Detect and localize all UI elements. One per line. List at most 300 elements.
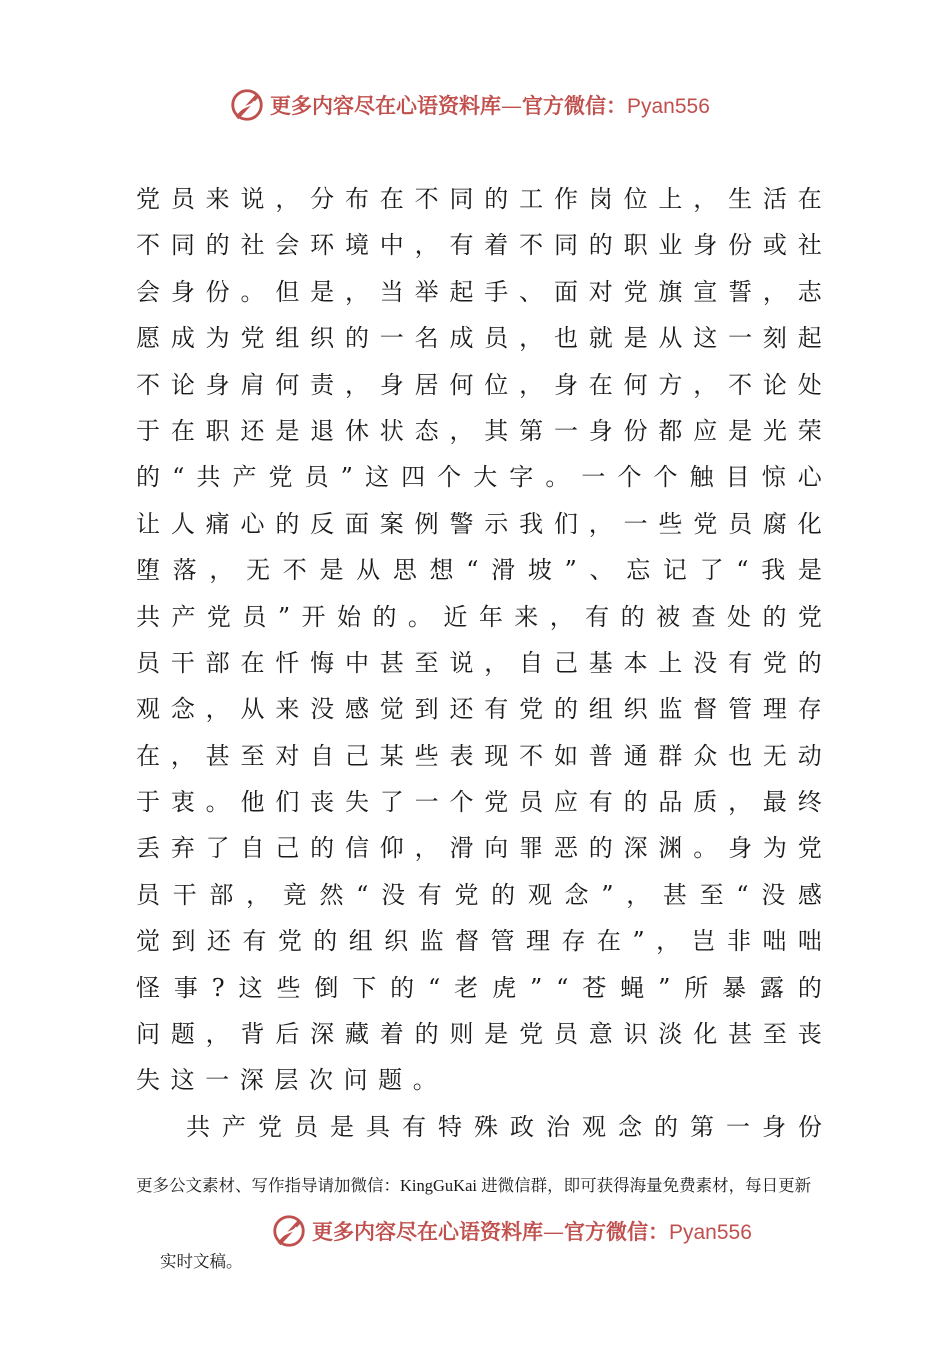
body-char: 念: [618, 1112, 642, 1141]
body-char: 论: [762, 370, 787, 399]
body-char: 例: [414, 509, 439, 538]
body-char: 党: [277, 927, 302, 956]
body-line: [136, 872, 822, 918]
body-char: 衷: [170, 788, 195, 817]
body-char: 的: [588, 834, 613, 863]
body-char: 。: [407, 602, 432, 631]
body-char: 居: [414, 370, 439, 399]
body-line: [136, 315, 822, 361]
body-char: 第: [519, 416, 544, 445]
body-char: 责: [310, 370, 335, 399]
body-char: 何: [449, 370, 474, 399]
body-char: 论: [170, 370, 195, 399]
body-char: 会: [275, 231, 300, 260]
body-char: 信: [344, 834, 369, 863]
body-char: 化: [693, 1020, 718, 1049]
body-char: 从: [356, 556, 381, 585]
body-char: 具: [366, 1112, 390, 1141]
body-char: 中: [344, 648, 369, 677]
body-char: 至: [699, 880, 724, 909]
body-char: 还: [240, 416, 265, 445]
body-char: 咄: [762, 927, 787, 956]
body-char: 是: [330, 1112, 354, 1141]
body-char: 意: [588, 1020, 613, 1049]
body-char: 观: [527, 880, 552, 909]
body-char: 这: [170, 1066, 195, 1095]
body-char: 人: [170, 509, 195, 538]
body-char: 特: [438, 1112, 462, 1141]
body-char: 的: [553, 695, 578, 724]
body-char: 身: [170, 277, 195, 306]
body-char: ，: [693, 185, 718, 213]
body-char: 虎: [492, 973, 517, 1002]
body-char: 员: [242, 602, 267, 631]
body-char: 咄: [797, 927, 822, 956]
body-char: 无: [246, 556, 271, 585]
body-char: 织: [623, 695, 648, 724]
body-char: 这: [238, 973, 263, 1002]
body-char: ，: [588, 509, 613, 538]
body-char: 督: [693, 695, 718, 724]
body-char: 下: [352, 973, 377, 1002]
body-char: 了: [205, 834, 230, 863]
body-line: [136, 501, 822, 547]
body-char: 治: [546, 1112, 570, 1141]
body-char: 没: [693, 648, 718, 677]
body-char: 后: [275, 1020, 300, 1049]
body-char: 大: [473, 463, 498, 492]
body-char: 党: [484, 788, 509, 817]
body-char: 愿: [136, 324, 160, 353]
body-char: 不: [519, 231, 544, 260]
body-char: 在: [596, 927, 621, 956]
body-char: ，: [205, 1020, 230, 1049]
body-char: 有: [402, 1112, 426, 1141]
body-char: 方: [658, 370, 683, 399]
body-char: 党: [268, 463, 293, 492]
body-line: [136, 965, 822, 1011]
body-char: 这: [365, 463, 389, 492]
body-char: 组: [348, 927, 373, 956]
body-char: ，: [728, 788, 753, 817]
body-char: 手: [484, 277, 509, 306]
body-char: 一: [581, 463, 606, 492]
body-char: 份: [623, 416, 648, 445]
body-char: 观: [582, 1112, 606, 1141]
body-char: 员: [519, 788, 544, 817]
body-char: 第: [690, 1112, 714, 1141]
body-char: 表: [449, 741, 474, 770]
body-char: 就: [588, 324, 613, 353]
body-char: 己: [553, 648, 578, 677]
body-char: 露: [760, 973, 785, 1002]
body-char: 部: [205, 648, 230, 677]
body-char: 非: [726, 927, 751, 956]
body-char: 从: [240, 695, 265, 724]
body-char: 的: [797, 973, 822, 1002]
body-char: 共: [196, 463, 221, 492]
body-char: ，: [449, 416, 474, 445]
body-char: 党: [797, 834, 822, 863]
body-char: ，: [626, 880, 651, 909]
banner-wechat-id: Pyan556: [669, 1221, 752, 1244]
body-char: 份: [798, 1112, 822, 1141]
body-char: ”: [658, 973, 671, 1002]
body-char: 宣: [693, 277, 718, 306]
body-char: 堕: [136, 556, 160, 585]
body-line: [136, 362, 822, 408]
body-char: 态: [414, 416, 439, 445]
body-char: 来: [275, 695, 300, 724]
body-char: ”: [277, 602, 291, 631]
body-char: 起: [449, 277, 474, 306]
body-char: 共: [186, 1112, 210, 1141]
body-char: 有: [588, 788, 613, 817]
body-char: 失: [344, 788, 369, 817]
body-char: 深: [310, 1020, 335, 1049]
body-char: 存: [561, 927, 586, 956]
body-char: 到: [414, 695, 439, 724]
body-char: 众: [693, 741, 718, 770]
body-char: 们: [553, 509, 578, 538]
body-char: 没: [310, 695, 335, 724]
body-char: 志: [797, 277, 822, 306]
body-char: 说: [449, 648, 474, 677]
body-char: 状: [379, 416, 404, 445]
body-line: [136, 1104, 822, 1150]
body-char: 于: [136, 788, 160, 817]
body-char: 群: [658, 741, 683, 770]
body-char: 个: [437, 463, 462, 492]
body-char: 党: [519, 1020, 544, 1049]
body-char: 的: [414, 1020, 439, 1049]
body-char: 近: [443, 602, 468, 631]
banner-text: [312, 1216, 752, 1246]
body-char: 社: [240, 231, 265, 260]
body-char: 着: [379, 1020, 404, 1049]
body-char: 向: [484, 834, 509, 863]
body-char: 有: [449, 231, 474, 260]
body-char: 当: [379, 277, 404, 306]
body-line: [136, 594, 822, 640]
body-char: 淡: [658, 1020, 683, 1049]
body-char: 有: [242, 927, 267, 956]
body-char: 心: [797, 463, 822, 492]
body-char: ，: [246, 880, 271, 909]
body-char: 一: [414, 788, 439, 817]
body-char: 环: [310, 231, 335, 260]
body-char: 些: [414, 741, 439, 770]
body-char: 始: [337, 602, 361, 631]
body-char: 产: [222, 1112, 246, 1141]
body-line: [136, 779, 822, 825]
body-char: 岗: [588, 185, 613, 213]
body-char: 深: [239, 1066, 264, 1095]
body-char: 痛: [205, 509, 230, 538]
body-char: 反: [310, 509, 335, 538]
body-char: 质: [693, 788, 718, 817]
body-char: 。: [205, 788, 230, 817]
body-char: 罪: [519, 834, 544, 863]
body-char: 的: [205, 231, 230, 260]
body-char: 有: [417, 880, 442, 909]
body-char: ”: [632, 927, 645, 956]
body-char: 如: [553, 741, 578, 770]
body-char: 员: [294, 1112, 318, 1141]
banner-separator: —: [501, 94, 522, 118]
body-char: 党: [136, 185, 160, 213]
body-char: 不: [519, 741, 544, 770]
body-char: 职: [623, 231, 648, 260]
body-char: 荣: [797, 416, 822, 445]
body-char: 也: [728, 741, 753, 770]
body-char: 记: [662, 556, 687, 585]
body-char: 员: [170, 185, 195, 213]
body-line: [136, 1011, 822, 1057]
body-char: 岂: [691, 927, 716, 956]
body-char: 也: [553, 324, 578, 353]
banner-title: 更多内容尽在心语资料库: [270, 93, 501, 118]
body-char: 身: [553, 370, 578, 399]
body-char: 老: [454, 973, 479, 1002]
body-char: 党: [519, 695, 544, 724]
body-char: 是: [310, 277, 335, 306]
body-char: 中: [379, 231, 404, 260]
banner-wechat-id: Pyan556: [627, 95, 710, 118]
body-char: ，: [484, 648, 509, 677]
body-char: 这: [693, 324, 718, 353]
body-char: 觉: [136, 927, 160, 956]
body-char: 应: [553, 788, 578, 817]
body-char: 现: [484, 741, 509, 770]
body-char: 不: [414, 185, 439, 213]
body-char: 成: [170, 324, 195, 353]
body-char: ，: [209, 556, 234, 585]
body-char: 题: [170, 1020, 195, 1049]
body-char: 甚: [662, 880, 687, 909]
body-char: 不: [282, 556, 307, 585]
body-char: 在: [379, 185, 404, 213]
body-char: 的: [654, 1112, 678, 1141]
body-char: 化: [797, 509, 822, 538]
body-char: 同: [170, 231, 195, 260]
body-char: 是: [797, 556, 822, 585]
body-char: 党: [762, 648, 787, 677]
body-char: 他: [240, 788, 265, 817]
body-char: 不: [728, 370, 753, 399]
body-line: [136, 825, 822, 871]
body-char: 监: [419, 927, 444, 956]
body-char: 则: [449, 1020, 474, 1049]
body-char: 在: [588, 370, 613, 399]
body-char: 起: [797, 324, 822, 353]
body-char: 不: [136, 231, 160, 260]
body-char: ”: [601, 880, 614, 909]
body-char: 在: [240, 648, 265, 677]
body-char: 滑: [449, 834, 474, 863]
body-char: 一: [728, 324, 753, 353]
body-char: 恶: [553, 834, 578, 863]
body-char: 党: [623, 277, 648, 306]
body-char: 是: [728, 416, 753, 445]
body-char: 一: [623, 509, 648, 538]
body-char: 来: [205, 185, 230, 213]
body-char: 丧: [310, 788, 335, 817]
body-char: 位: [623, 185, 648, 213]
body-char: 深: [623, 834, 648, 863]
body-char: 一: [726, 1112, 750, 1141]
body-char: 织: [310, 324, 335, 353]
body-char: 失: [136, 1066, 160, 1095]
body-char: 自: [240, 834, 265, 863]
body-char: 感: [344, 695, 369, 724]
body-char: 倒: [314, 973, 339, 1002]
body-char: 会: [136, 277, 160, 306]
body-line: [136, 408, 822, 454]
body-char: 了: [379, 788, 404, 817]
body-char: 苍: [582, 973, 607, 1002]
body-char: 干: [172, 880, 197, 909]
body-char: 至: [414, 648, 439, 677]
body-char: 识: [623, 1020, 648, 1049]
body-char: 面: [344, 509, 369, 538]
body-char: 心: [240, 509, 265, 538]
body-char: 退: [310, 416, 335, 445]
body-char: 的: [310, 834, 335, 863]
body-char: 些: [276, 973, 301, 1002]
body-char: 着: [484, 231, 509, 260]
body-char: ，: [344, 370, 369, 399]
body-char: 从: [658, 324, 683, 353]
body-char: 我: [761, 556, 786, 585]
body-char: 身: [693, 231, 718, 260]
body-char: 蝇: [620, 973, 645, 1002]
body-char: “: [428, 973, 441, 1002]
banner-separator: —: [543, 1220, 564, 1244]
body-char: 查: [691, 602, 716, 631]
body-char: ”: [564, 556, 577, 585]
body-char: 忏: [275, 648, 300, 677]
body-char: 的: [390, 973, 415, 1002]
body-char: 党: [258, 1112, 282, 1141]
body-char: 惊: [761, 463, 786, 492]
body-char: 干: [170, 648, 195, 677]
body-char: 身: [379, 370, 404, 399]
body-char: 是: [319, 556, 344, 585]
body-char: 腐: [762, 509, 787, 538]
body-char: 些: [658, 509, 683, 538]
body-char: 组: [588, 695, 613, 724]
body-char: 还: [206, 927, 231, 956]
body-char: 员: [136, 648, 160, 677]
body-char: 休: [344, 416, 369, 445]
body-char: 监: [658, 695, 683, 724]
body-char: “: [466, 556, 479, 585]
body-char: 念: [564, 880, 589, 909]
body-char: 理: [525, 927, 550, 956]
body-char: 还: [449, 695, 474, 724]
body-char: 是: [484, 1020, 509, 1049]
body-char: 字: [509, 463, 534, 492]
body-char: 何: [623, 370, 648, 399]
body-char: ，: [414, 231, 439, 260]
body-char: 怪: [136, 973, 160, 1002]
body-char: 。: [693, 834, 718, 863]
body-char: 活: [762, 185, 787, 213]
body-char: 在: [136, 741, 160, 770]
body-char: 通: [623, 741, 648, 770]
body-char: 仰: [379, 834, 404, 863]
body-char: 、: [519, 277, 544, 306]
body-char: 的: [762, 602, 787, 631]
body-char: 基: [588, 648, 613, 677]
body-char: 的: [136, 463, 160, 492]
body-char: ，: [549, 602, 574, 631]
body-char: 份: [205, 277, 230, 306]
body-char: 念: [170, 695, 195, 724]
body-char: 布: [344, 185, 369, 213]
body-char: 甚: [728, 1020, 753, 1049]
body-char: 职: [205, 416, 230, 445]
body-char: 是: [623, 324, 648, 353]
header-banner: [228, 86, 710, 124]
body-char: 感: [797, 880, 822, 909]
banner-wechat-label: 官方微信：: [564, 1219, 669, 1244]
body-char: 份: [728, 231, 753, 260]
body-char: 让: [136, 509, 160, 538]
body-char: ，: [519, 370, 544, 399]
body-char: 开: [301, 602, 326, 631]
body-char: ，: [519, 324, 544, 353]
banner-text: [270, 90, 710, 120]
body-char: 应: [693, 416, 718, 445]
body-char: “: [736, 556, 749, 585]
body-char: 的: [372, 602, 397, 631]
body-char: 上: [658, 185, 683, 213]
body-char: 组: [275, 324, 300, 353]
body-char: 督: [455, 927, 480, 956]
body-char: 旗: [658, 277, 683, 306]
body-char: ，: [762, 277, 787, 306]
body-char: 的: [313, 927, 338, 956]
body-char: 党: [693, 509, 718, 538]
body-char: 甚: [379, 648, 404, 677]
body-char: ，: [693, 370, 718, 399]
body-char: 生: [728, 185, 753, 213]
body-char: 党: [454, 880, 479, 909]
body-char: 管: [728, 695, 753, 724]
body-char: 身: [205, 370, 230, 399]
body-char: 自: [310, 741, 335, 770]
body-char: 个: [617, 463, 642, 492]
body-char: 党: [240, 324, 265, 353]
body-char: 的: [797, 648, 822, 677]
body-char: 问: [136, 1020, 160, 1049]
body-char: 层: [274, 1066, 299, 1095]
footer-note: 更多公文素材、写作指导请加微信：KingGuKai 进微信群，即可获得海量免费素材，每日更新: [136, 1176, 812, 1195]
body-char: 己: [344, 741, 369, 770]
body-char: 动: [797, 741, 822, 770]
body-char: 都: [658, 416, 683, 445]
body-char: 的: [484, 185, 509, 213]
body-char: 身: [588, 416, 613, 445]
body-char: 观: [136, 695, 160, 724]
body-char: 普: [588, 741, 613, 770]
body-char: 丧: [797, 1020, 822, 1049]
body-char: 坡: [527, 556, 552, 585]
body-char: 党: [206, 602, 231, 631]
body-line: [136, 640, 822, 686]
